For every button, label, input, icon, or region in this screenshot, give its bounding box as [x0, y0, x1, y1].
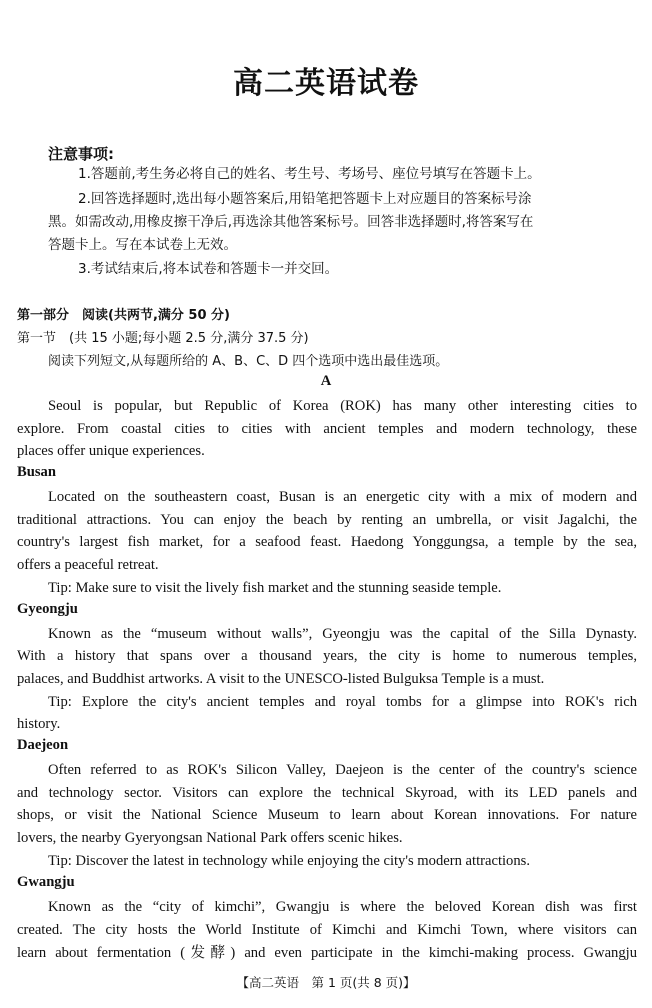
tip-line: Tip: Make sure to visit the lively fish market and the stunning seaside temple. — [48, 580, 502, 596]
passage-line: explore. From coastal cities to cities with ancient temples and modern technology, these — [17, 421, 637, 437]
city-heading: Daejeon — [17, 737, 69, 753]
tip-line: Tip: Explore the city's ancient temples and royal tombs for a glimpse into ROK's rich — [48, 694, 637, 710]
page-footer: 【高二英语 第 1 页(共 8 页)】 — [236, 975, 416, 990]
passage-line: learn about fermentation (发酵) and even participate in the kimchi-making process. Gwangju — [17, 945, 637, 961]
passage-line: shops, or visit the National Science Museum to learn about Korean innovations. For nature — [17, 807, 637, 823]
part-heading: 第一部分 阅读(共两节,满分 50 分) — [17, 308, 230, 323]
passage-line: With a history that spans over a thousand years, the city is home to numerous temples, — [17, 648, 637, 664]
tip-line: history. — [17, 716, 61, 732]
section-heading: 第一节 (共 15 小题;每小题 2.5 分,满分 37.5 分) — [17, 331, 309, 346]
city-heading: Busan — [17, 464, 56, 480]
passage-line: traditional attractions. You can enjoy the beach by renting an umbrella, or visit Jagalchi, the — [17, 512, 637, 528]
city-heading: Gyeongju — [17, 601, 78, 617]
page-title: 高二英语试卷 — [233, 66, 419, 101]
passage-line: Known as the “city of kimchi”, Gwangju is where the beloved Korean dish was first — [48, 899, 637, 915]
passage-line: Seoul is popular, but Republic of Korea (ROK) has many other interesting cities to — [48, 398, 637, 414]
passage-line: and technology sector. Visitors can explore the technical Skyroad, with its LED panels and — [17, 785, 637, 801]
notice-line: 2.回答选择题时,选出每小题答案后,用铅笔把答题卡上对应题目的答案标号涂 — [78, 191, 532, 207]
passage-line: country's largest fish market, for a seafood feast. Haedong Yonggungsa, a temple by the sea, — [17, 534, 637, 550]
city-heading: Gwangju — [17, 874, 75, 890]
notice-line: 黑。如需改动,用橡皮擦干净后,再选涂其他答案标号。回答非选择题时,将答案写在 — [48, 214, 534, 230]
passage-label: A — [320, 373, 332, 389]
passage-line: Known as the “museum without walls”, Gyeongju was the capital of the Silla Dynasty. — [48, 626, 637, 642]
section-instruction: 阅读下列短文,从每题所给的 A、B、C、D 四个选项中选出最佳选项。 — [48, 354, 449, 369]
notice-line: 答题卡上。写在本试卷上无效。 — [48, 237, 237, 253]
passage-line: Located on the southeastern coast, Busan is an energetic city with a mix of modern and — [48, 489, 637, 505]
passage-line: lovers, the nearby Gyeryongsan National Park offers scenic hikes. — [17, 830, 403, 846]
passage-line: created. The city hosts the World Institute of Kimchi and Kimchi Town, where visitors can — [17, 922, 637, 938]
tip-line: Tip: Discover the latest in technology while enjoying the city's modern attractions. — [48, 853, 530, 869]
passage-line: places offer unique experiences. — [17, 443, 205, 459]
passage-line: Often referred to as ROK's Silicon Valley, Daejeon is the center of the country's science — [48, 762, 637, 778]
notice-line: 1.答题前,考生务必将自己的姓名、考生号、考场号、座位号填写在答题卡上。 — [78, 166, 541, 182]
passage-line: palaces, and Buddhist artworks. A visit to the UNESCO-listed Bulguksa Temple is a must. — [17, 671, 545, 687]
notice-heading: 注意事项: — [48, 145, 114, 163]
notice-line: 3.考试结束后,将本试卷和答题卡一并交回。 — [78, 261, 339, 277]
passage-line: offers a peaceful retreat. — [17, 557, 159, 573]
